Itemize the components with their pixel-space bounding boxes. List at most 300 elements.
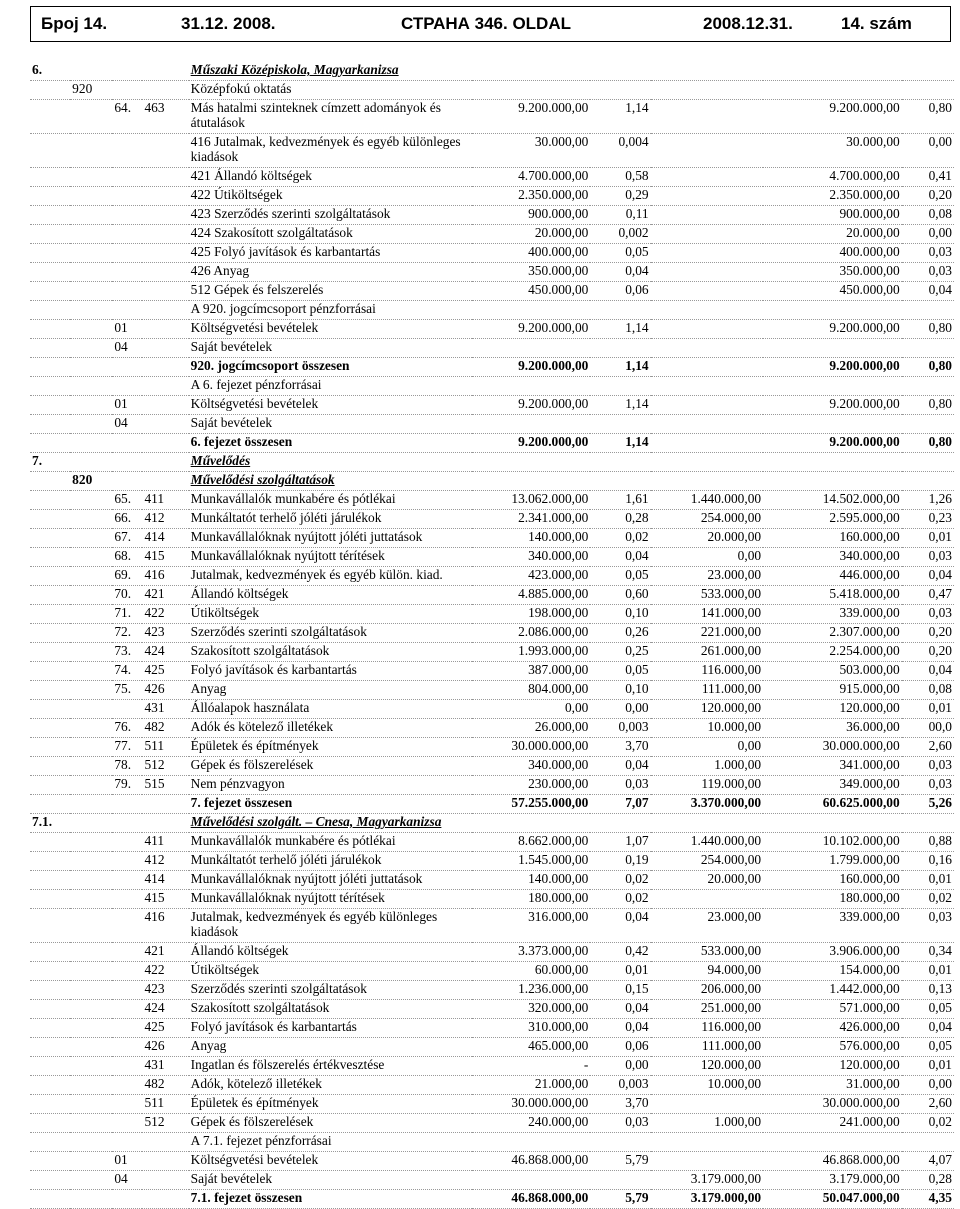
table-row	[30, 1000, 954, 1019]
amount-budget: 140.000,00	[472, 871, 591, 890]
position-number: 04	[112, 415, 142, 434]
amount-budget: 1.545.000,00	[472, 852, 591, 871]
amount-own: 221.000,00	[651, 624, 763, 643]
percent-budget	[590, 301, 650, 320]
section-number	[30, 643, 70, 662]
function-code	[70, 776, 112, 795]
percent-budget: 0,10	[590, 681, 650, 700]
table-row	[30, 510, 954, 529]
function-code	[70, 168, 112, 187]
percent-budget: 0,29	[590, 187, 650, 206]
amount-own	[651, 396, 763, 415]
amount-total: 14.502.000,00	[763, 491, 902, 510]
position-number: 66.	[112, 510, 142, 529]
page-header	[30, 6, 951, 42]
position-number	[112, 377, 142, 396]
amount-total: 60.625.000,00	[763, 795, 902, 814]
percent-total: 0,80	[902, 100, 954, 134]
table-row	[30, 909, 954, 943]
position-number	[112, 1190, 142, 1209]
amount-own: 23.000,00	[651, 567, 763, 586]
percent-total	[902, 377, 954, 396]
amount-budget: 450.000,00	[472, 282, 591, 301]
table-row	[30, 719, 954, 738]
position-number: 01	[112, 1152, 142, 1171]
description: Épületek és építmények	[189, 1095, 472, 1114]
section-number	[30, 472, 70, 491]
percent-budget: 0,58	[590, 168, 650, 187]
account-code	[142, 1133, 188, 1152]
percent-total: 0,02	[902, 890, 954, 909]
amount-budget: 340.000,00	[472, 757, 591, 776]
amount-budget: 9.200.000,00	[472, 434, 591, 453]
function-code	[70, 962, 112, 981]
position-number	[112, 244, 142, 263]
amount-own	[651, 244, 763, 263]
position-number: 76.	[112, 719, 142, 738]
position-number	[112, 187, 142, 206]
percent-total: 0,00	[902, 134, 954, 168]
percent-budget: 0,03	[590, 776, 650, 795]
amount-own: 10.000,00	[651, 1076, 763, 1095]
percent-total	[902, 415, 954, 434]
percent-budget: 0,05	[590, 567, 650, 586]
amount-own: 0,00	[651, 548, 763, 567]
table-row	[30, 358, 954, 377]
position-number	[112, 62, 142, 81]
table-row	[30, 643, 954, 662]
function-code	[70, 1133, 112, 1152]
description: 421 Állandó költségek	[189, 168, 472, 187]
percent-total: 0,01	[902, 871, 954, 890]
section-number	[30, 1095, 70, 1114]
function-code	[70, 1057, 112, 1076]
percent-budget: 0,00	[590, 700, 650, 719]
percent-total: 0,02	[902, 1114, 954, 1133]
function-code	[70, 567, 112, 586]
section-number	[30, 339, 70, 358]
account-code: 424	[142, 1000, 188, 1019]
position-number: 73.	[112, 643, 142, 662]
account-code: 426	[142, 1038, 188, 1057]
account-code	[142, 415, 188, 434]
percent-total: 4,07	[902, 1152, 954, 1171]
function-code: 920	[70, 81, 112, 100]
account-code	[142, 225, 188, 244]
amount-total: 30.000.000,00	[763, 1095, 902, 1114]
amount-own	[651, 415, 763, 434]
amount-budget: 30.000,00	[472, 134, 591, 168]
account-code: 482	[142, 1076, 188, 1095]
amount-budget	[472, 453, 591, 472]
table-row	[30, 548, 954, 567]
section-number	[30, 282, 70, 301]
amount-budget: 316.000,00	[472, 909, 591, 943]
percent-total: 0,08	[902, 206, 954, 225]
amount-total: 400.000,00	[763, 244, 902, 263]
percent-budget: 0,04	[590, 757, 650, 776]
percent-budget: 0,04	[590, 1019, 650, 1038]
section-number: 7.	[30, 453, 70, 472]
percent-budget: 0,25	[590, 643, 650, 662]
amount-budget	[472, 1133, 591, 1152]
section-number	[30, 301, 70, 320]
section-number	[30, 100, 70, 134]
description: 6. fejezet összesen	[189, 434, 472, 453]
description: Ingatlan és fölszerelés értékvesztése	[189, 1057, 472, 1076]
section-number	[30, 909, 70, 943]
amount-total: 503.000,00	[763, 662, 902, 681]
percent-total: 0,34	[902, 943, 954, 962]
amount-own	[651, 472, 763, 491]
description: 422 Útiköltségek	[189, 187, 472, 206]
description: Saját bevételek	[189, 1171, 472, 1190]
description: Anyag	[189, 681, 472, 700]
account-code	[142, 263, 188, 282]
function-code	[70, 1114, 112, 1133]
function-code	[70, 320, 112, 339]
amount-total: 31.000,00	[763, 1076, 902, 1095]
amount-total: 9.200.000,00	[763, 358, 902, 377]
table-row	[30, 776, 954, 795]
function-code	[70, 871, 112, 890]
amount-total: 241.000,00	[763, 1114, 902, 1133]
amount-own	[651, 434, 763, 453]
account-code: 423	[142, 624, 188, 643]
amount-budget: 310.000,00	[472, 1019, 591, 1038]
description: Szakosított szolgáltatások	[189, 1000, 472, 1019]
amount-own: 3.370.000,00	[651, 795, 763, 814]
section-number	[30, 225, 70, 244]
function-code	[70, 415, 112, 434]
description: Saját bevételek	[189, 339, 472, 358]
percent-budget	[590, 472, 650, 491]
function-code	[70, 263, 112, 282]
section-number	[30, 795, 70, 814]
percent-budget: 0,02	[590, 529, 650, 548]
function-code	[70, 795, 112, 814]
percent-total: 0,05	[902, 1038, 954, 1057]
percent-total: 0,80	[902, 434, 954, 453]
amount-budget: 320.000,00	[472, 1000, 591, 1019]
position-number	[112, 943, 142, 962]
account-code	[142, 62, 188, 81]
account-code: 482	[142, 719, 188, 738]
table-row	[30, 491, 954, 510]
description: Munkavállalóknak nyújtott jóléti juttatások	[189, 871, 472, 890]
account-code	[142, 1152, 188, 1171]
percent-total: 0,04	[902, 1019, 954, 1038]
percent-total: 4,35	[902, 1190, 954, 1209]
position-number	[112, 263, 142, 282]
position-number	[112, 962, 142, 981]
amount-total: 446.000,00	[763, 567, 902, 586]
table-row	[30, 301, 954, 320]
section-number	[30, 529, 70, 548]
amount-own	[651, 62, 763, 81]
percent-total: 0,03	[902, 776, 954, 795]
amount-budget: 0,00	[472, 700, 591, 719]
description: Állóalapok használata	[189, 700, 472, 719]
amount-total: 9.200.000,00	[763, 434, 902, 453]
percent-total: 5,26	[902, 795, 954, 814]
description: Állandó költségek	[189, 943, 472, 962]
table-row	[30, 396, 954, 415]
position-number	[112, 206, 142, 225]
position-number	[112, 1057, 142, 1076]
amount-own	[651, 358, 763, 377]
amount-budget: 465.000,00	[472, 1038, 591, 1057]
table-row	[30, 567, 954, 586]
amount-budget	[472, 62, 591, 81]
function-code	[70, 1076, 112, 1095]
position-number: 68.	[112, 548, 142, 567]
function-code	[70, 377, 112, 396]
amount-total: 160.000,00	[763, 871, 902, 890]
amount-total: 3.179.000,00	[763, 1171, 902, 1190]
section-number	[30, 1133, 70, 1152]
table-row	[30, 81, 954, 100]
section-number	[30, 320, 70, 339]
description: A 6. fejezet pénzforrásai	[189, 377, 472, 396]
percent-budget: 0,04	[590, 909, 650, 943]
account-code	[142, 206, 188, 225]
function-code	[70, 548, 112, 567]
percent-budget	[590, 62, 650, 81]
description: Jutalmak, kedvezmények és egyéb külön. kiad.	[189, 567, 472, 586]
amount-total: 2.254.000,00	[763, 643, 902, 662]
amount-own: 261.000,00	[651, 643, 763, 662]
function-code	[70, 586, 112, 605]
table-row	[30, 795, 954, 814]
amount-total: 2.307.000,00	[763, 624, 902, 643]
function-code	[70, 719, 112, 738]
account-code	[142, 377, 188, 396]
description: Adók és kötelező illetékek	[189, 719, 472, 738]
amount-budget	[472, 814, 591, 833]
percent-total: 0,00	[902, 225, 954, 244]
description: Gépek és fölszerelések	[189, 1114, 472, 1133]
percent-budget: 0,26	[590, 624, 650, 643]
position-number: 64.	[112, 100, 142, 134]
function-code	[70, 100, 112, 134]
percent-total: 2,60	[902, 1095, 954, 1114]
position-number	[112, 795, 142, 814]
percent-total: 1,26	[902, 491, 954, 510]
table-row	[30, 62, 954, 81]
account-code	[142, 1190, 188, 1209]
amount-own: 0,00	[651, 738, 763, 757]
percent-total	[902, 81, 954, 100]
account-code: 415	[142, 548, 188, 567]
amount-budget: 2.350.000,00	[472, 187, 591, 206]
account-code	[142, 244, 188, 263]
percent-total: 0,03	[902, 909, 954, 943]
amount-own: 206.000,00	[651, 981, 763, 1000]
account-code: 415	[142, 890, 188, 909]
percent-total: 0,01	[902, 529, 954, 548]
table-row	[30, 244, 954, 263]
amount-total	[763, 453, 902, 472]
percent-budget: 0,19	[590, 852, 650, 871]
percent-total	[902, 453, 954, 472]
description: Középfokú oktatás	[189, 81, 472, 100]
percent-budget	[590, 1171, 650, 1190]
position-number	[112, 981, 142, 1000]
amount-own	[651, 890, 763, 909]
table-row	[30, 833, 954, 852]
percent-total: 0,05	[902, 1000, 954, 1019]
position-number	[112, 1038, 142, 1057]
amount-own	[651, 339, 763, 358]
amount-budget: 9.200.000,00	[472, 320, 591, 339]
function-code	[70, 1152, 112, 1171]
section-number	[30, 1171, 70, 1190]
position-number	[112, 700, 142, 719]
percent-total: 0,80	[902, 396, 954, 415]
amount-total: 154.000,00	[763, 962, 902, 981]
amount-own: 120.000,00	[651, 1057, 763, 1076]
description: Nem pénzvagyon	[189, 776, 472, 795]
function-code	[70, 529, 112, 548]
table-row	[30, 1019, 954, 1038]
amount-budget: 3.373.000,00	[472, 943, 591, 962]
description: Állandó költségek	[189, 586, 472, 605]
table-row	[30, 453, 954, 472]
section-number	[30, 244, 70, 263]
amount-own: 1.440.000,00	[651, 833, 763, 852]
section-number	[30, 681, 70, 700]
account-code: 423	[142, 981, 188, 1000]
section-number	[30, 586, 70, 605]
description: Saját bevételek	[189, 415, 472, 434]
description: 7.1. fejezet összesen	[189, 1190, 472, 1209]
amount-total: 9.200.000,00	[763, 100, 902, 134]
amount-own: 119.000,00	[651, 776, 763, 795]
section-number	[30, 187, 70, 206]
percent-total: 0,03	[902, 263, 954, 282]
position-number	[112, 301, 142, 320]
percent-budget: 1,07	[590, 833, 650, 852]
description: 426 Anyag	[189, 263, 472, 282]
percent-total: 0,01	[902, 700, 954, 719]
amount-own: 20.000,00	[651, 871, 763, 890]
percent-total: 0,03	[902, 757, 954, 776]
amount-own	[651, 282, 763, 301]
amount-total: 1.442.000,00	[763, 981, 902, 1000]
amount-total: 10.102.000,00	[763, 833, 902, 852]
amount-total	[763, 81, 902, 100]
account-code: 422	[142, 605, 188, 624]
amount-total	[763, 415, 902, 434]
amount-budget: 140.000,00	[472, 529, 591, 548]
amount-total: 2.350.000,00	[763, 187, 902, 206]
amount-own	[651, 320, 763, 339]
amount-budget: 13.062.000,00	[472, 491, 591, 510]
position-number	[112, 1133, 142, 1152]
amount-budget: 60.000,00	[472, 962, 591, 981]
percent-total: 0,04	[902, 662, 954, 681]
page-number: СТРАНА 346. OLDAL	[401, 14, 571, 33]
account-code: 421	[142, 943, 188, 962]
function-code	[70, 943, 112, 962]
percent-budget: 0,05	[590, 662, 650, 681]
position-number	[112, 225, 142, 244]
amount-total: 1.799.000,00	[763, 852, 902, 871]
section-number	[30, 1019, 70, 1038]
percent-budget: 0,01	[590, 962, 650, 981]
percent-budget: 0,05	[590, 244, 650, 263]
percent-budget	[590, 377, 650, 396]
description: 416 Jutalmak, kedvezmények és egyéb különleges kiadások	[189, 134, 472, 168]
table-row	[30, 1190, 954, 1209]
amount-own	[651, 1133, 763, 1152]
amount-budget: -	[472, 1057, 591, 1076]
description: Szerződés szerinti szolgáltatások	[189, 624, 472, 643]
section-number	[30, 852, 70, 871]
account-code	[142, 358, 188, 377]
amount-budget: 400.000,00	[472, 244, 591, 263]
description: Művelődési szolgáltatások	[189, 472, 472, 491]
account-code: 425	[142, 1019, 188, 1038]
amount-total: 20.000,00	[763, 225, 902, 244]
percent-budget: 0,06	[590, 282, 650, 301]
description: Útiköltségek	[189, 962, 472, 981]
description: 920. jogcímcsoport összesen	[189, 358, 472, 377]
table-row	[30, 187, 954, 206]
table-row	[30, 415, 954, 434]
percent-budget: 1,14	[590, 396, 650, 415]
position-number: 70.	[112, 586, 142, 605]
function-code	[70, 453, 112, 472]
function-code	[70, 852, 112, 871]
section-number	[30, 491, 70, 510]
position-number	[112, 1019, 142, 1038]
description: Munkavállalók munkabére és pótlékai	[189, 491, 472, 510]
percent-budget: 1,14	[590, 434, 650, 453]
function-code	[70, 643, 112, 662]
account-code	[142, 81, 188, 100]
percent-total	[902, 472, 954, 491]
amount-own	[651, 206, 763, 225]
function-code	[70, 358, 112, 377]
amount-total: 2.595.000,00	[763, 510, 902, 529]
account-code: 431	[142, 1057, 188, 1076]
issue-date: 31.12. 2008.	[181, 14, 276, 33]
description: Művelődési szolgált. – Cnesa, Magyarkanizsa	[189, 814, 472, 833]
function-code	[70, 282, 112, 301]
function-code	[70, 491, 112, 510]
function-code	[70, 833, 112, 852]
amount-budget: 57.255.000,00	[472, 795, 591, 814]
function-code	[70, 301, 112, 320]
account-code	[142, 134, 188, 168]
amount-total: 450.000,00	[763, 282, 902, 301]
amount-budget: 180.000,00	[472, 890, 591, 909]
account-code: 425	[142, 662, 188, 681]
section-number	[30, 510, 70, 529]
table-row	[30, 852, 954, 871]
percent-budget: 3,70	[590, 738, 650, 757]
table-row	[30, 700, 954, 719]
position-number	[112, 890, 142, 909]
amount-own	[651, 814, 763, 833]
table-row	[30, 981, 954, 1000]
table-row	[30, 168, 954, 187]
account-code: 512	[142, 1114, 188, 1133]
amount-total	[763, 62, 902, 81]
amount-total: 3.906.000,00	[763, 943, 902, 962]
